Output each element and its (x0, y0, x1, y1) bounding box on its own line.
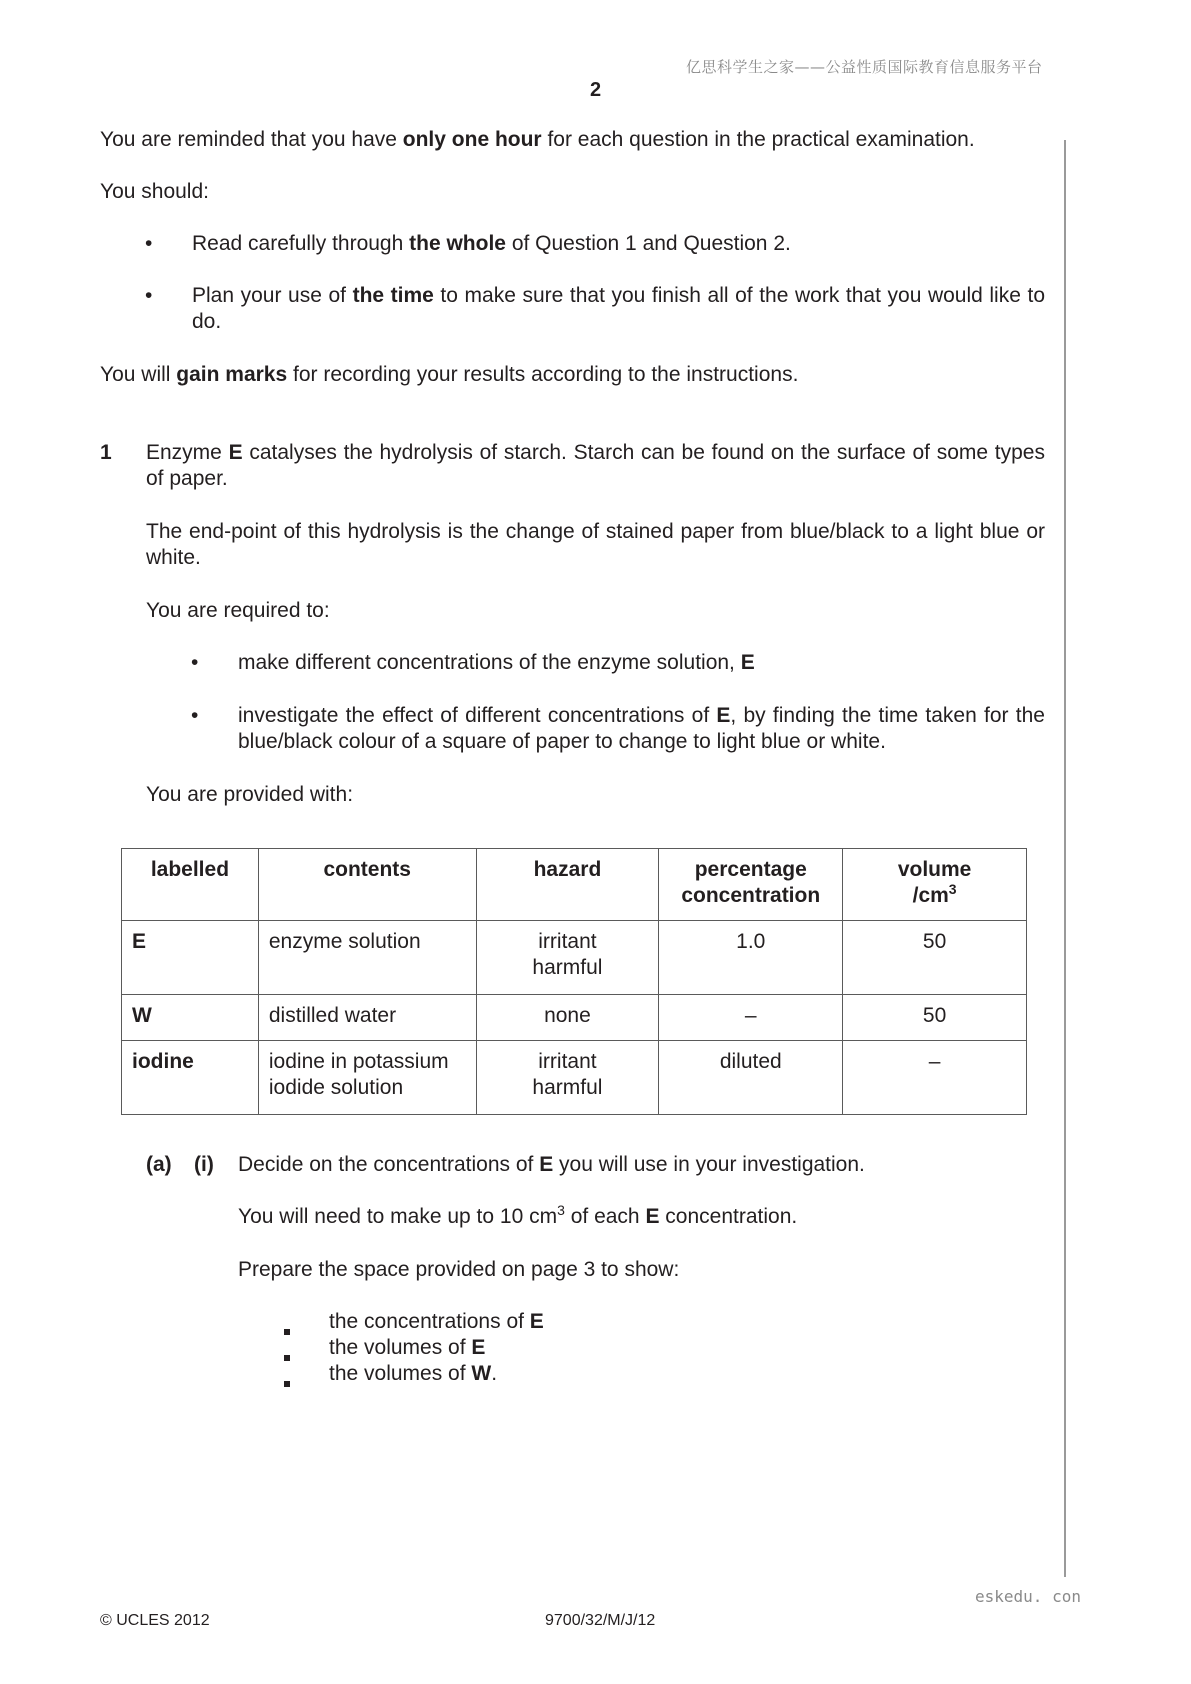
part-i-label: (i) (194, 1153, 214, 1176)
item-pre: the volumes of (329, 1362, 472, 1385)
question-1-paragraph-1 (146, 440, 1045, 492)
marks-pre: You will (100, 363, 177, 386)
cell-hazard (476, 921, 659, 995)
materials-table (121, 848, 1027, 1115)
copyright: © UCLES 2012 (100, 1612, 210, 1629)
cell-contents: distilled water (258, 995, 476, 1041)
cell-concentration: 1.0 (659, 921, 843, 995)
bullet-2-post: to make sure that you finish all of the work that you would like to do. (192, 284, 1046, 333)
a-line2-bold: E (645, 1205, 660, 1228)
table-header-row (122, 849, 1027, 921)
provided-text: You are provided with: (146, 783, 354, 806)
table-row (122, 921, 1027, 995)
reminder-pre: You are reminded that you have (100, 128, 403, 151)
item-pre: the volumes of (329, 1336, 472, 1359)
top-watermark: 亿思科学生之家——公益性质国际教育信息服务平台 (686, 58, 1043, 76)
cell-label: iodine (122, 1041, 259, 1115)
cell-label: E (122, 921, 259, 995)
gain-marks-text (100, 362, 798, 388)
part-a-label: (a) (146, 1153, 172, 1176)
paper-code: 9700/32/M/J/12 (545, 1612, 656, 1629)
cell-contents: enzyme solution (258, 921, 476, 995)
square-bullet-icon (284, 1345, 290, 1371)
bullet-2-pre: Plan your use of (192, 284, 353, 307)
you-should-text: You should: (100, 180, 209, 203)
bullet-2-bold: the time (352, 284, 434, 307)
volume-label: volume (897, 858, 972, 881)
hazard-1: irritant (538, 1050, 597, 1073)
question-number: 1 (100, 441, 112, 464)
cell-concentration: diluted (659, 1041, 843, 1115)
cell-hazard: none (476, 995, 659, 1041)
a-line2-mid: of each (564, 1205, 646, 1228)
header-labelled: labelled (122, 849, 259, 921)
bullet-1-post: of Question 1 and Question 2. (505, 232, 791, 255)
req-2-text (238, 703, 1045, 755)
q1-p1-post: catalyses the hydrolysis of starch. Starch can be found on the surface of some types of paper. (146, 441, 1045, 490)
reminder-post: for each question in the practical examination. (541, 128, 975, 151)
a-line2-pre: You will need to make up to 10 cm (238, 1205, 558, 1228)
item-bold: E (529, 1310, 544, 1333)
table-row (122, 1041, 1027, 1115)
q1-p1-pre: Enzyme (146, 441, 229, 464)
reminder-bold: only one hour (402, 128, 542, 151)
bullet-glyph: • (191, 704, 199, 727)
req-2-pre: investigate the effect of different concentrations of (238, 704, 717, 727)
cell-volume: 50 (843, 921, 1027, 995)
list-item-text (329, 1361, 497, 1387)
margin-rule (1064, 140, 1066, 1577)
item-post: . (491, 1362, 498, 1385)
cell-volume: 50 (843, 995, 1027, 1041)
marks-bold: gain marks (176, 363, 288, 386)
q1-p1-bold: E (228, 441, 243, 464)
bullet-1-bold: the whole (409, 232, 506, 255)
cell-concentration: – (659, 995, 843, 1041)
part-a-line-1 (238, 1152, 865, 1178)
a-line1-bold: E (539, 1153, 554, 1176)
bullet-1-pre: Read carefully through (192, 232, 410, 255)
bullet-1-text (192, 231, 1045, 257)
marks-post: for recording your results according to the instructions. (287, 363, 799, 386)
header-percentage: percentage concentration (659, 849, 843, 921)
a-line2-sup: 3 (557, 1202, 565, 1218)
cell-volume: – (843, 1041, 1027, 1115)
list-item-text (329, 1335, 485, 1361)
hazard-2: harmful (532, 1076, 603, 1099)
bullet-glyph: • (191, 651, 199, 674)
req-2-post: , by finding the time taken for the blue/black colour of a square of paper to change to light blue or white. (238, 704, 1045, 753)
table-row (122, 995, 1027, 1041)
part-a-line-3: Prepare the space provided on page 3 to show: (238, 1258, 680, 1281)
square-bullet-icon (284, 1371, 290, 1397)
req-2-bold: E (716, 704, 731, 727)
req-1-text (238, 650, 1045, 676)
a-line1-post: you will use in your investigation. (553, 1153, 865, 1176)
req-1-pre: make different concentrations of the enzyme solution, (238, 651, 741, 674)
header-hazard: hazard (476, 849, 659, 921)
square-bullet-icon (284, 1319, 290, 1345)
part-a-line-2 (238, 1204, 797, 1230)
required-text: You are required to: (146, 599, 330, 622)
list-item-text (329, 1309, 544, 1335)
cell-hazard (476, 1041, 659, 1115)
bottom-watermark: eskedu. con (975, 1587, 1081, 1606)
item-bold: W (471, 1362, 492, 1385)
reminder-text (100, 127, 975, 153)
req-1-bold: E (740, 651, 755, 674)
a-line1-pre: Decide on the concentrations of (238, 1153, 540, 1176)
header-volume (843, 849, 1027, 921)
header-contents: contents (258, 849, 476, 921)
item-bold: E (471, 1336, 486, 1359)
cell-label: W (122, 995, 259, 1041)
volume-sup: 3 (948, 881, 957, 897)
a-line2-post: concentration. (659, 1205, 798, 1228)
bullet-2-text (192, 283, 1045, 335)
bullet-glyph: • (145, 284, 153, 307)
hazard-1: irritant (538, 930, 597, 953)
hazard-2: harmful (532, 956, 603, 979)
cell-contents: iodine in potassium iodide solution (258, 1041, 476, 1115)
page-number: 2 (589, 79, 602, 101)
question-1-paragraph-2: The end-point of this hydrolysis is the change of stained paper from blue/black to a light blue or white. (146, 520, 1045, 569)
bullet-glyph: • (145, 232, 153, 255)
item-pre: the concentrations of (329, 1310, 530, 1333)
volume-unit: /cm (912, 884, 949, 907)
